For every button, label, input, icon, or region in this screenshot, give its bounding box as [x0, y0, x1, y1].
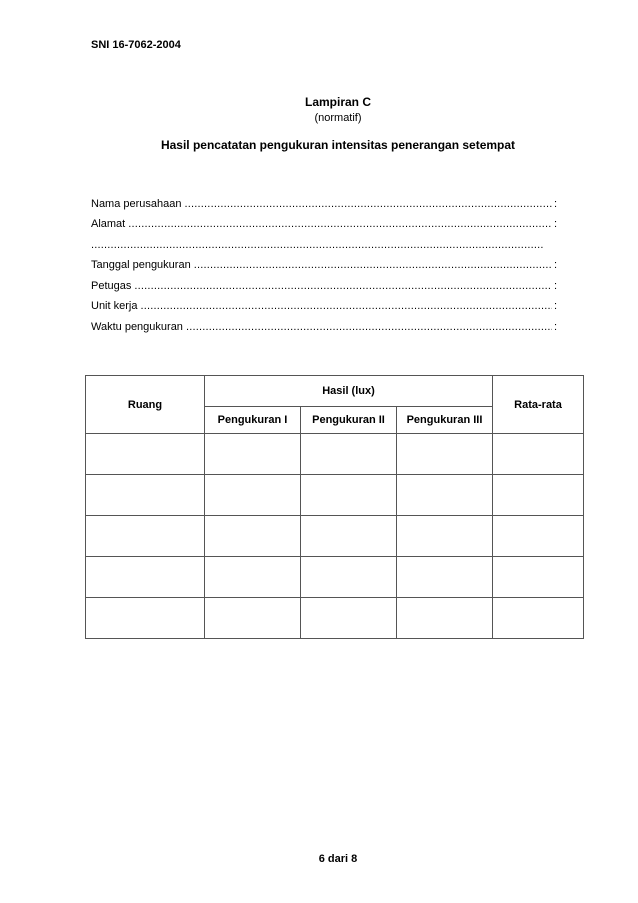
field-label: Petugas: [91, 279, 132, 292]
results-table: [85, 375, 584, 639]
field-company-name[interactable]: [91, 190, 557, 211]
header-measurement-3: Pengukuran III: [397, 407, 493, 434]
cell-measurement-1[interactable]: [205, 598, 301, 639]
header-measurement-2: Pengukuran II: [301, 407, 397, 434]
cell-average[interactable]: [493, 434, 584, 475]
field-colon: :: [553, 300, 557, 312]
fill-in-line: [194, 258, 552, 272]
cell-measurement-2[interactable]: [301, 475, 397, 516]
cell-room[interactable]: [86, 475, 205, 516]
field-measurement-time[interactable]: [91, 313, 557, 334]
field-address[interactable]: [91, 211, 557, 232]
field-label: Waktu pengukuran: [91, 320, 183, 333]
cell-room[interactable]: [86, 516, 205, 557]
cell-measurement-3[interactable]: [397, 557, 493, 598]
header-room: Ruang: [86, 376, 205, 434]
cell-measurement-2[interactable]: [301, 516, 397, 557]
cell-measurement-2[interactable]: [301, 434, 397, 475]
table-body: [86, 434, 584, 639]
table-row: [86, 475, 584, 516]
header-measurement-1: Pengukuran I: [205, 407, 301, 434]
fill-in-line: [128, 217, 552, 231]
cell-measurement-2[interactable]: [301, 557, 397, 598]
form-title: Hasil pencatatan pengukuran intensitas penerangan setempat: [160, 138, 516, 152]
form-fields: [91, 190, 557, 334]
field-label: Nama perusahaan: [91, 197, 182, 210]
header-results-lux: Hasil (lux): [205, 376, 493, 407]
page-number: 6 dari 8: [318, 853, 358, 865]
cell-room[interactable]: [86, 598, 205, 639]
fill-in-line: [140, 299, 551, 313]
field-officer[interactable]: [91, 272, 557, 293]
field-label: Tanggal pengukuran: [91, 259, 191, 271]
field-colon: :: [553, 259, 557, 271]
fill-in-line: [185, 197, 552, 211]
cell-measurement-1[interactable]: [205, 434, 301, 475]
appendix-subtitle: (normatif): [314, 112, 362, 124]
table-row: [86, 598, 584, 639]
cell-measurement-3[interactable]: [397, 434, 493, 475]
table-row: [86, 434, 584, 475]
field-colon: :: [553, 320, 557, 333]
cell-measurement-3[interactable]: [397, 598, 493, 639]
field-colon: :: [553, 279, 557, 292]
cell-average[interactable]: [493, 557, 584, 598]
field-colon: :: [553, 197, 557, 210]
cell-measurement-3[interactable]: [397, 475, 493, 516]
cell-measurement-1[interactable]: [205, 475, 301, 516]
cell-measurement-2[interactable]: [301, 598, 397, 639]
cell-room[interactable]: [86, 434, 205, 475]
cell-measurement-3[interactable]: [397, 516, 493, 557]
fill-in-line: [134, 279, 552, 293]
appendix-title: Lampiran C: [304, 95, 371, 109]
cell-measurement-1[interactable]: [205, 516, 301, 557]
field-work-unit[interactable]: [91, 293, 557, 314]
cell-average[interactable]: [493, 516, 584, 557]
document-id: SNI 16-7062-2004: [91, 39, 181, 51]
header-average: Rata-rata: [493, 376, 584, 434]
cell-average[interactable]: [493, 598, 584, 639]
field-label: Alamat: [91, 218, 126, 230]
field-address-continued[interactable]: [91, 231, 557, 252]
cell-room[interactable]: [86, 557, 205, 598]
table-row: [86, 516, 584, 557]
table-row: [86, 557, 584, 598]
fill-in-line: [91, 238, 543, 252]
field-colon: :: [553, 218, 557, 230]
cell-average[interactable]: [493, 475, 584, 516]
fill-in-line: [186, 320, 552, 334]
field-label: Unit kerja: [91, 300, 138, 312]
cell-measurement-1[interactable]: [205, 557, 301, 598]
field-measurement-date[interactable]: [91, 252, 557, 273]
